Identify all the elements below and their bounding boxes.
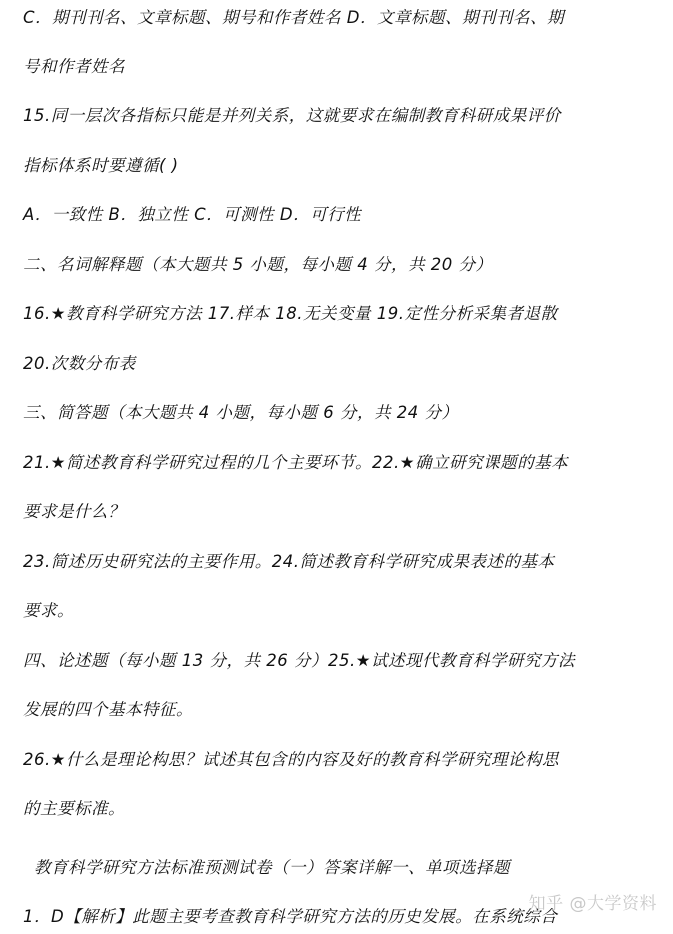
- text-line-13: 要求。: [23, 601, 74, 620]
- section-heading-4: 四、论述题（每小题 13 分，共 26 分）25.★试述现代教育科学研究方法: [23, 651, 576, 670]
- text-line-17: 的主要标准。: [23, 799, 125, 818]
- text-line-19: 1．D【解析】此题主要考查教育科学研究方法的历史发展。在系统综合: [23, 907, 558, 926]
- text-line-10: 21.★简述教育科学研究过程的几个主要环节。22.★确立研究课题的基本: [23, 453, 569, 472]
- section-heading-3: 三、简答题（本大题共 4 小题，每小题 6 分，共 24 分）: [23, 403, 459, 422]
- text-line-11: 要求是什么？: [23, 502, 125, 521]
- text-line-2: 号和作者姓名: [23, 57, 125, 76]
- text-line-5: A．一致性 B．独立性 C．可测性 D．可行性: [23, 205, 362, 224]
- zhihu-watermark: 知乎 @大学资料: [528, 894, 657, 914]
- text-line-7: 16.★教育科学研究方法 17.样本 18.无关变量 19.定性分析采集者退散: [23, 304, 558, 323]
- text-line-15: 发展的四个基本特征。: [23, 700, 193, 719]
- text-line-8: 20.次数分布表: [23, 354, 136, 373]
- section-heading-2: 二、名词解释题（本大题共 5 小题，每小题 4 分，共 20 分）: [23, 255, 493, 274]
- text-line-1: C．期刊刊名、文章标题、期号和作者姓名 D．文章标题、期刊刊名、期: [23, 8, 564, 27]
- answer-heading: 教育科学研究方法标准预测试卷（一）答案详解一、单项选择题: [34, 858, 510, 877]
- text-line-12: 23.简述历史研究法的主要作用。24.简述教育科学研究成果表述的基本: [23, 552, 555, 571]
- text-line-3: 15.同一层次各指标只能是并列关系，这就要求在编制教育科研成果评价: [23, 106, 561, 125]
- text-line-16: 26.★什么是理论构思？试述其包含的内容及好的教育科学研究理论构思: [23, 750, 560, 769]
- text-line-4: 指标体系时要遵循( ): [23, 156, 179, 175]
